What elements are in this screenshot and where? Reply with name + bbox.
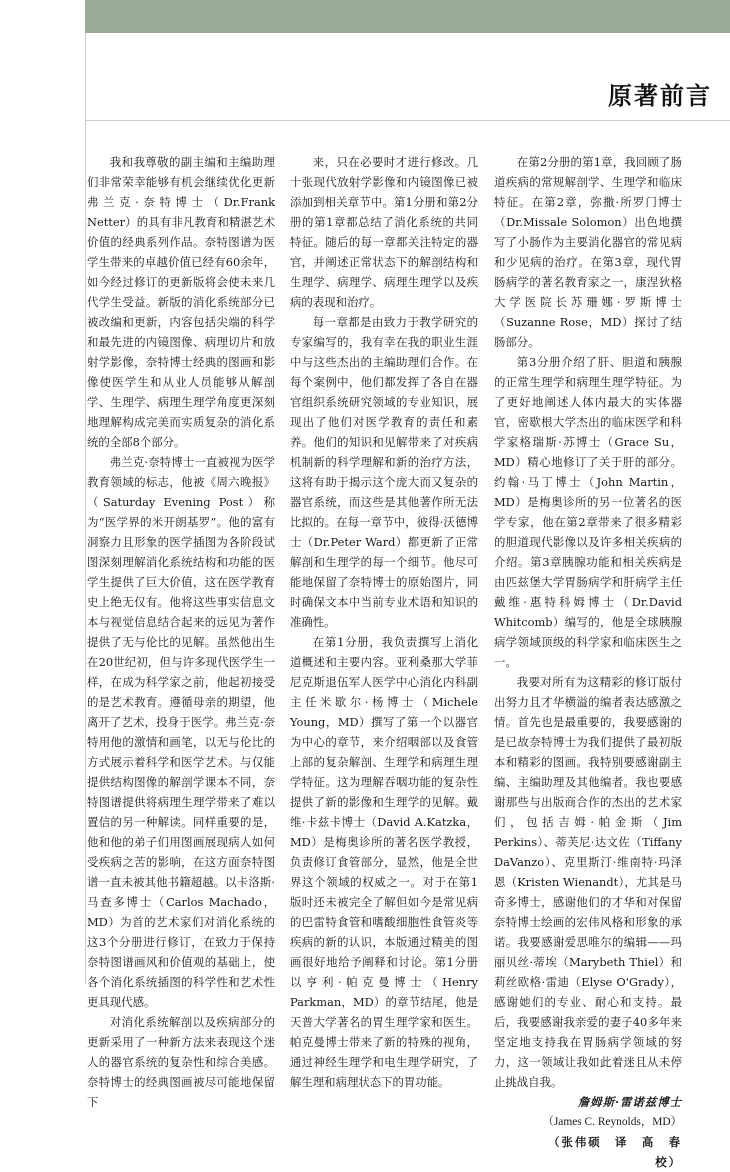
text-column-2 <box>290 152 478 1092</box>
paragraph: 对消化系统解剖以及疾病部分的更新采用了一种新方法来表现这个迷人的器官系统的复杂性和综合美感。奈特博士的经典图画被尽可能地保留下 <box>87 1015 275 1109</box>
paragraph: 我和我尊敬的副主编和主编助理们非常荣幸能够有机会继续优化更新弗兰克·奈特博士（Dr.Frank Netter）的具有非凡教育和精湛艺术价值的经典系列作品。奈特图谱为医学生带来的卓越价值已经有60余年，如今经过修订的更新版将会使未来几代学生受益。新版的消化系统部分已被改编和更新，内容包括尖端的科学和最先进的内镜图像、病理切片和放射学影像，奈特博士经典的图画和影像使医学生和从业人员能够从解剖学、生理学、病理生理学角度更深刻地理解构成完美而实质复杂的消化系统的全部8个部分。 <box>87 155 275 449</box>
paragraph: 第3分册介绍了肝、胆道和胰腺的正常生理学和病理生理学特征。为了更好地阐述人体内最大的实体器官，密歇根大学杰出的临床医学和科学家格瑞斯·苏博士（Grace Su，MD）精心地修订了关于肝的部分。约翰·马丁博士（John Martin，MD）是梅奥诊所的另一位著名的医学专家，他在第2章带来了很多精彩的胆道现代影像以及许多相关疾病的介绍。第3章胰腺功能和相关疾病是由匹兹堡大学胃肠病学和肝病学主任戴维·惠特科姆博士（Dr.David Whitcomb）编写的，他是全球胰腺病学领域顶级的科学家和临床医生之一。 <box>494 355 682 669</box>
translation-credit: （张伟硕 译 高 春 校） <box>548 1135 696 1169</box>
text-column-3 <box>494 152 696 1172</box>
paragraph: 弗兰克·奈特博士一直被视为医学教育领域的标志，他被《周六晚报》（Saturday Evening Post）称为“医学界的米开朗基罗”。他的富有洞察力且形象的医学插图为各阶段试图深刻理解消化系统结构和功能的医学生提供了巨大价值，这在医学教育史上绝无仅有。他将这些事实信息文本与视觉信息结合起来的远见为著作提供了无与伦比的见解。虽然他出生在20世纪初，但与许多现代医学生一样，在成为科学家之前，他起初接受的是艺术教育。遵循母亲的期望，他离开了艺术，投身于医学。弗兰克·奈特用他的激情和画笔，以无与伦比的方式展示着科学和医学艺术。与仅能提供结构图像的解剖学课本不同，奈特图谱提供将病理生理学带来了难以置信的另一种解读。同样重要的是，他和他的弟子们用图画展现病人如何受疾病之苦的影响，在这方面奈特图谱一直未被其他书籍超越。以卡洛斯·马查多博士（Carlos Machado，MD）为首的艺术家们对消化系统的这3个分册进行修订，在致力于保持奈特图谱画风和价值观的基础上，使各个消化系统插图的科学性和艺术性更具现代感。 <box>87 455 275 1009</box>
signature-name-en: （James C. Reynolds，MD） <box>542 1116 682 1128</box>
paragraph: 我要对所有为这精彩的修订版付出努力且才华横溢的编者表达感激之情。首先也是最重要的，我要感谢的是已故奈特博士为我们提供了最初版本和精彩的图画。我特别要感谢副主编、主编助理及其他编者。我也要感谢那些与出版商合作的杰出的艺术家们，包括吉姆·帕金斯（Jim Perkins）、蒂芙尼·达文佐（Tiffany DaVanzo）、克里斯汀·维南特·玛泽恩（Kristen Wienandt），尤其是马奇多博士，感谢他们的才华和对保留奈特博士绘画的宏伟风格和形象的承诺。我要感谢爱思唯尔的编辑——玛丽贝丝·蒂埃（Marybeth Thiel）和莉丝欧格·雷迪（Elyse O'Grady），感谢她们的专业、耐心和支持。最后，我要感谢我亲爱的妻子40多年来坚定地支持我在胃肠病学领域的努力，这一领域让我如此着迷且从未停止挑战自我。 <box>494 675 682 1089</box>
paragraph: 来，只在必要时才进行修改。几十张现代放射学影像和内镜图像已被添加到相关章节中。第1分册和第2分册的第1章都总结了消化系统的共同特征。随后的每一章都关注特定的器官，并阐述正常状态下的解剖结构和生理学、病理学、病理生理学以及疾病的表现和治疗。 <box>290 155 478 309</box>
horizontal-rule <box>85 120 730 121</box>
paragraph: 在第2分册的第1章，我回顾了肠道疾病的常规解剖学、生理学和临床特征。在第2章，弥撒·所罗门博士（Dr.Missale Solomon）出色地撰写了小肠作为主要消化器官的常见病和少见病的治疗。在第3章，现代胃肠病学的著名教育家之一，康涅狄格大学医院长苏珊娜·罗斯博士（Suzanne Rose，MD）探讨了结肠部分。 <box>494 155 682 349</box>
vertical-rule <box>85 33 86 984</box>
page-title: 原著前言 <box>608 82 712 110</box>
paragraph: 每一章都是由致力于教学研究的专家编写的，我有幸在我的职业生涯中与这些杰出的主编助理们合作。在每个案例中，他们都发挥了各自在器官组织系统研究领域的专业知识，展现出了他们对医学教育的责任和素养。他们的知识和见解带来了对疾病机制新的科学理解和新的治疗方法，这将有助于揭示这个庞大而又复杂的器官系统，而这些是其他著作所无法比拟的。在每一章节中，彼得·沃德博士（Dr.Peter Ward）都更新了正常解剖和生理学的每一个细节。他尽可能地保留了奈特博士的原始图片，同时确保文本中当前专业术语和知识的准确性。 <box>290 315 478 629</box>
header-band <box>85 0 730 33</box>
title-cell <box>86 34 730 120</box>
paragraph: 在第1分册，我负责撰写上消化道概述和主要内容。亚利桑那大学菲尼克斯退伍军人医学中心消化内科副主任米歇尔·杨博士（Michele Young，MD）撰写了第一个以器官为中心的章节，来介绍咽部以及食管上部的复杂解剖、生理学和病理生理学特征。这为理解吞咽功能的复杂性提供了新的影像和生理学的见解。戴维·卡兹卡博士（David A.Katzka，MD）是梅奥诊所的著名医学教授，负责修订食管部分，显然，他是全世界这个领域的权威之一。对于在第1版时还未被完全了解但如今是常见病的巴雷特食管和嗜酸细胞性食管炎等疾病的新的认识，本版通过精美的图画很好地给予阐释和讨论。第1分册以亨利·帕克曼博士（Henry Parkman，MD）的章节结尾，他是天普大学著名的胃生理学家和医生。帕克曼博士带来了新的特殊的视角，通过神经生理学和电生理学研究，了解生理和病理状态下的胃功能。 <box>290 635 478 1089</box>
signature-name: 詹姆斯·雷诺兹博士 <box>577 1095 682 1109</box>
text-column-1 <box>87 152 275 1112</box>
